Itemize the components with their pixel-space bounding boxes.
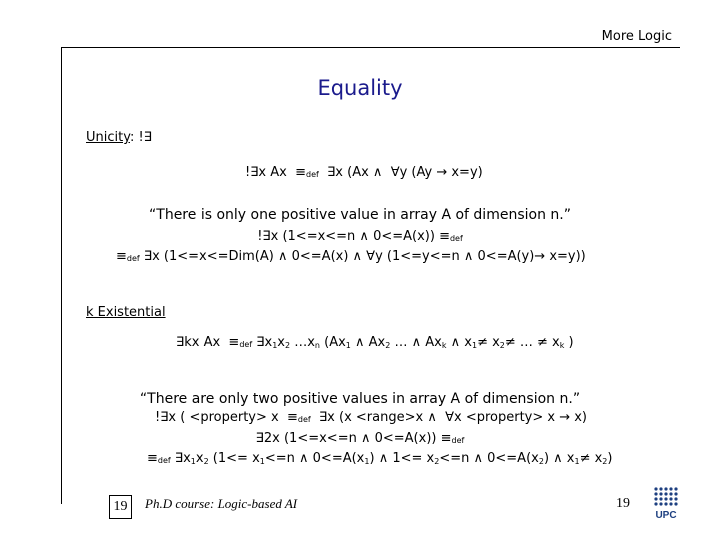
page-number: 19	[616, 496, 630, 511]
k-existential-formula-1: !∃x ( <property> x ≡def ∃x (x <range>x ∧ ∀x <property> x → x)	[155, 410, 587, 425]
unicity-heading: Unicity	[86, 130, 130, 145]
slide-number-box: 19	[109, 495, 132, 519]
k-existential-formula-2: ∃2x (1<=x<=n ∧ 0<=A(x)) ≡def	[255, 431, 465, 446]
unicity-heading-row	[86, 130, 152, 145]
unicity-heading-suffix: : !∃	[129, 130, 152, 145]
k-existential-heading: k Existential	[86, 305, 166, 320]
header-rule	[61, 47, 680, 48]
k-existential-formula-3: ≡def $\exists x_1x_2$ ($1<= x_1<=n$ ∧ $0<=A(x_1)$ ∧ $1<= x_2<=n$ ∧ $0<=A(x_2)$ ∧ $x_1\ne x_2$)	[147, 451, 613, 466]
unicity-formula-1: !∃x (1<=x<=n ∧ 0<=A(x)) ≡def	[257, 229, 463, 244]
slide-title: Equality	[317, 76, 403, 100]
unicity-definition: !∃x Ax ≡def ∃x (Ax ∧ ∀y (Ay → x=y)	[245, 165, 483, 180]
unicity-formula-2: ≡def ∃x (1<=x<=Dim(A) ∧ 0<=A(x) ∧ ∀y (1<=y<=n ∧ 0<=A(y)→ x=y))	[116, 249, 586, 264]
k-existential-quote: “There are only two positive values in array A of dimension n.”	[139, 391, 581, 407]
header-section-label: More Logic	[601, 29, 672, 44]
upc-logo	[651, 486, 681, 522]
course-name: Ph.D course: Logic-based AI	[145, 496, 298, 511]
unicity-quote: “There is only one positive value in array A of dimension n.”	[149, 207, 571, 223]
upc-logo-text: UPC	[655, 510, 677, 521]
k-existential-definition: ∃kx Ax ≡def $\exists x_1x_2$ $\dots x_n$ ($Ax_1$ ∧ $Ax_2$ … ∧ $Ax_k$ ∧ $x_1\ne x_2\ne$ … ≠ $x_k$ )	[176, 335, 574, 350]
